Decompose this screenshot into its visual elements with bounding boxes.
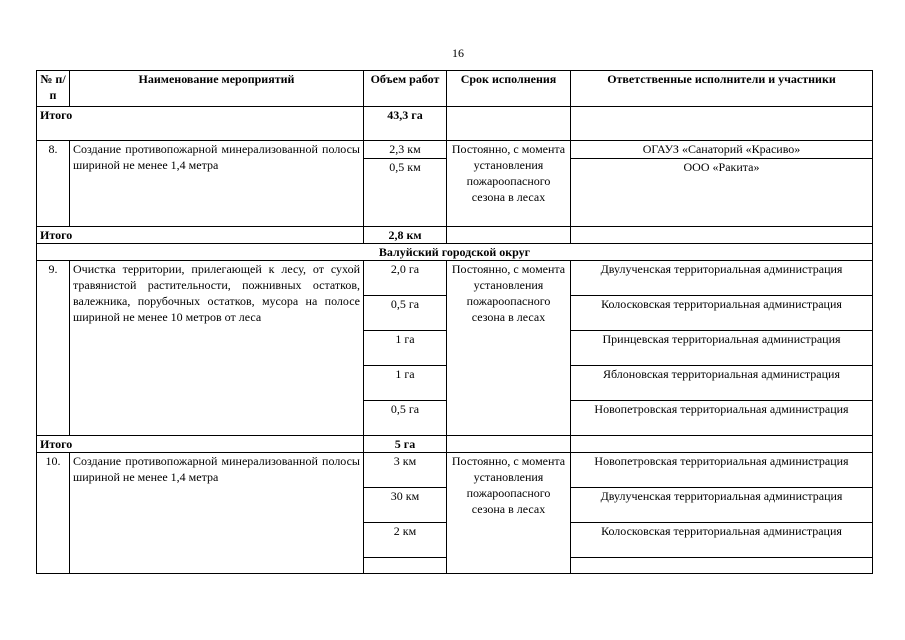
- total-row: [37, 227, 873, 244]
- header-name: Наименование мероприятий: [70, 71, 364, 107]
- volume-cell: 1 га: [364, 366, 447, 401]
- total-label: Итого: [37, 436, 364, 453]
- executor-cell: ООО «Ракита»: [571, 159, 873, 227]
- volume-cell: 0,5 га: [364, 401, 447, 436]
- executor-cell: Принцевская территориальная администрация: [571, 331, 873, 366]
- volume-cell: 2,0 га: [364, 261, 447, 296]
- table-header-row: [37, 71, 873, 107]
- volume-cell: 1 га: [364, 331, 447, 366]
- volume-cell: 2,3 км: [364, 141, 447, 159]
- header-term: Срок исполнения: [447, 71, 571, 107]
- measure-name: Создание противопожарной минерализованной полосы шириной не менее 1,4 метра: [70, 141, 364, 227]
- header-num: № п/п: [37, 71, 70, 107]
- total-value: 43,3 га: [364, 107, 447, 141]
- executor-cell: Колосковская территориальная администрация: [571, 296, 873, 331]
- executor-cell: ОГАУЗ «Санаторий «Красиво»: [571, 141, 873, 159]
- region-title: Валуйский городской округ: [37, 244, 873, 261]
- total-row: [37, 436, 873, 453]
- total-label: Итого: [37, 107, 364, 141]
- region-row: [37, 244, 873, 261]
- header-volume: Объем работ: [364, 71, 447, 107]
- page-number: 16: [452, 46, 464, 60]
- table-row: [37, 141, 873, 159]
- header-exec: Ответственные исполнители и участники: [571, 71, 873, 107]
- total-label: Итого: [37, 227, 364, 244]
- volume-cell: 3 км: [364, 453, 447, 488]
- row-number: 10.: [37, 453, 70, 574]
- total-row: [37, 107, 873, 141]
- volume-cell: 0,5 га: [364, 296, 447, 331]
- volume-cell: 0,5 км: [364, 159, 447, 227]
- executor-cell: Колосковская территориальная администрация: [571, 523, 873, 558]
- measures-table: [36, 70, 873, 574]
- total-value: 5 га: [364, 436, 447, 453]
- table-row: [37, 261, 873, 296]
- executor-cell: Двулученская территориальная администрация: [571, 261, 873, 296]
- row-number: 8.: [37, 141, 70, 227]
- total-value: 2,8 км: [364, 227, 447, 244]
- volume-cell: 30 км: [364, 488, 447, 523]
- executor-cell: Новопетровская территориальная администрация: [571, 401, 873, 436]
- table-row: [37, 453, 873, 488]
- executor-cell: Яблоновская территориальная администрация: [571, 366, 873, 401]
- executor-cell: Новопетровская территориальная администрация: [571, 453, 873, 488]
- row-number: 9.: [37, 261, 70, 436]
- term-cell: Постоянно, с момента установления пожароопасного сезона в лесах: [447, 261, 571, 436]
- measure-name: Создание противопожарной минерализованной полосы шириной не менее 1,4 метра: [70, 453, 364, 574]
- term-cell: Постоянно, с момента установления пожароопасного сезона в лесах: [447, 141, 571, 227]
- measure-name: Очистка территории, прилегающей к лесу, от сухой травянистой растительности, пожнивных остатков, валежника, порубочных остатков, мусора на полосе шириной не менее 10 метров от леса: [70, 261, 364, 436]
- executor-cell: Двулученская территориальная администрация: [571, 488, 873, 523]
- volume-cell: 2 км: [364, 523, 447, 558]
- term-cell: Постоянно, с момента установления пожароопасного сезона в лесах: [447, 453, 571, 574]
